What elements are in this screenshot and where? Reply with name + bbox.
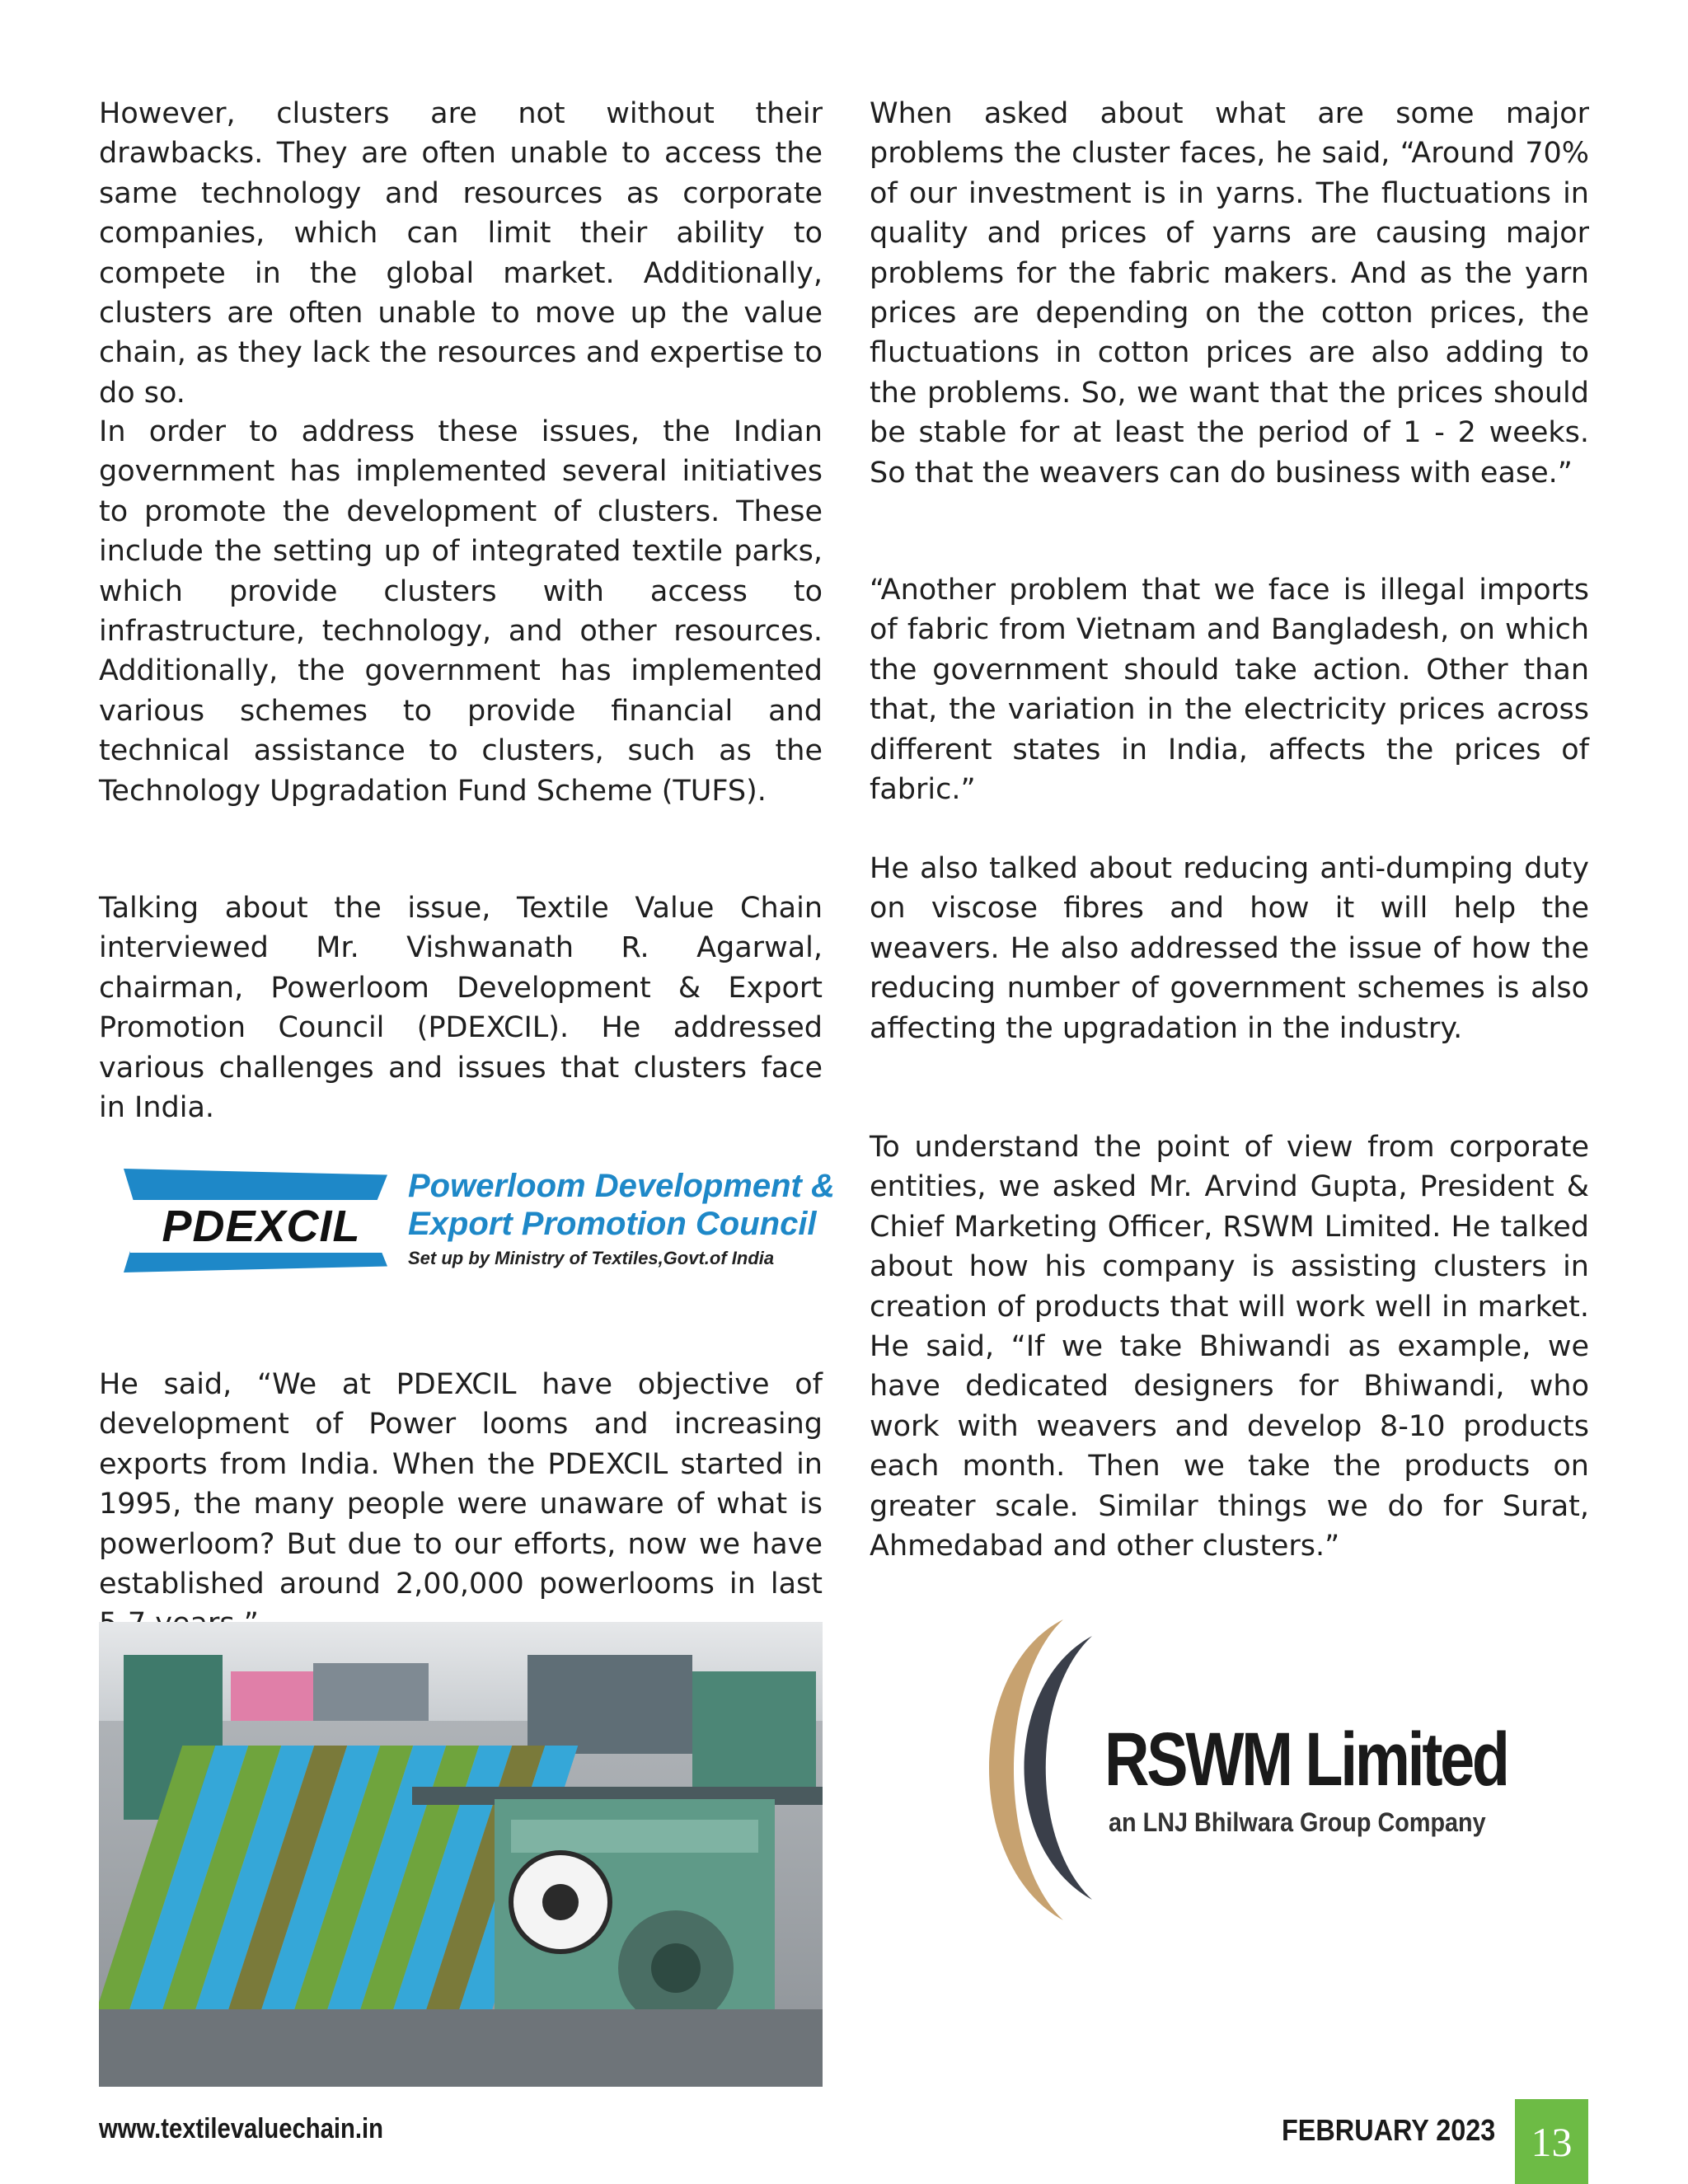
- paragraph-government-initiatives: In order to address these issues, the Indian government has implemented several initiatives to promote the development of clusters. These include the setting up of integrated textile parks, which provide clusters with access to infrastructure, technology, and other resources. Additionally, the government has implemented various schemes to provide financial and technical assistance to clusters, such as the Technology Upgradation Fund Scheme (TUFS).: [99, 415, 823, 808]
- pdexcil-logo: [124, 1160, 835, 1284]
- paragraph-yarn-problems: When asked about what are some major problems the cluster faces, he said, “Around 70% of our investment is in yarns. The fluctuations in quality and prices of yarns are causing major problems for the fabric makers. And as the yarn prices are depending on the cotton prices, the fluctuations in cotton prices are also adding to the problems. So, we want that the prices should be stable for at least the period of 1 - 2 weeks. So that the weavers can do business with ease.”: [870, 97, 1589, 490]
- rswm-arc-icon: [940, 1603, 1104, 1933]
- paragraph-rswm-view: To understand the point of view from corporate entities, we asked Mr. Arvind Gupta, President & Chief Marketing Officer, RSWM Limited. He talked about how his company is assisting clusters in creation of products that will work well in market. He said, “If we take Bhiwandi as example, we have dedicated designers for Bhiwandi, who work with weavers and develop 8-10 products each month. Then we take the products on greater scale. Similar things we do for Surat, Ahmedabad and other clusters.”: [870, 1131, 1589, 1563]
- rswm-company-name: RSWM Limited: [1104, 1718, 1507, 1802]
- rswm-group-subtitle: an LNJ Bhilwara Group Company: [1109, 1807, 1486, 1837]
- footer-issue-date: FEBRUARY 2023: [1282, 2113, 1496, 2147]
- rswm-logo: [940, 1603, 1533, 1933]
- pdexcil-wordmark: PDEXCIL: [130, 1200, 392, 1253]
- paragraph-anti-dumping: He also talked about reducing anti-dumping duty on viscose fibres and how it will help the weavers. He also addressed the issue of how the reducing number of government schemes is also affecting the upgradation in the industry.: [870, 852, 1589, 1045]
- powerloom-photo: [99, 1622, 823, 2087]
- pdexcil-tagline: Set up by Ministry of Textiles,Govt.of India: [408, 1248, 775, 1268]
- page-number: 13: [1531, 2118, 1573, 2165]
- pdexcil-title-line1: Powerloom Development &: [408, 1168, 835, 1204]
- paragraph-pdexcil-quote: He said, “We at PDEXCIL have objective of development of Power looms and increasing exports from India. When the PDEXCIL started in 1995, the many people were unaware of what is powerloom? But due to our efforts, now we have established around 2,00,000 powerlooms in last: [99, 1368, 823, 1601]
- paragraph-interview-intro: Talking about the issue, Textile Value Chain interviewed Mr. Vishwanath R. Agarwal, chairman, Powerloom Development & Export Promotion Council (PDEXCIL). He addressed various challenges and issues that clusters face in India.: [99, 892, 823, 1125]
- footer-website-url: www.textilevaluechain.in: [99, 2113, 384, 2144]
- paragraph-illegal-imports: “Another problem that we face is illegal imports of fabric from Vietnam and Bangladesh, on which the government should take action. Other than that, the variation in the electricity prices across different states in India, affects the prices of fabric.”: [870, 574, 1589, 807]
- page-number-badge: [1515, 2099, 1588, 2184]
- paragraph-drawbacks: However, clusters are not without their drawbacks. They are often unable to access the same technology and resources as corporate companies, which can limit their ability to compete in the global market. Additionally, clusters are often unable to move up the value chain, as they lack the resources and expertise to do so.: [99, 97, 823, 410]
- pdexcil-council-name: [408, 1167, 835, 1243]
- powerloom-illustration: [99, 1622, 823, 2087]
- pdexcil-title-line2: Export Promotion Council: [408, 1206, 817, 1242]
